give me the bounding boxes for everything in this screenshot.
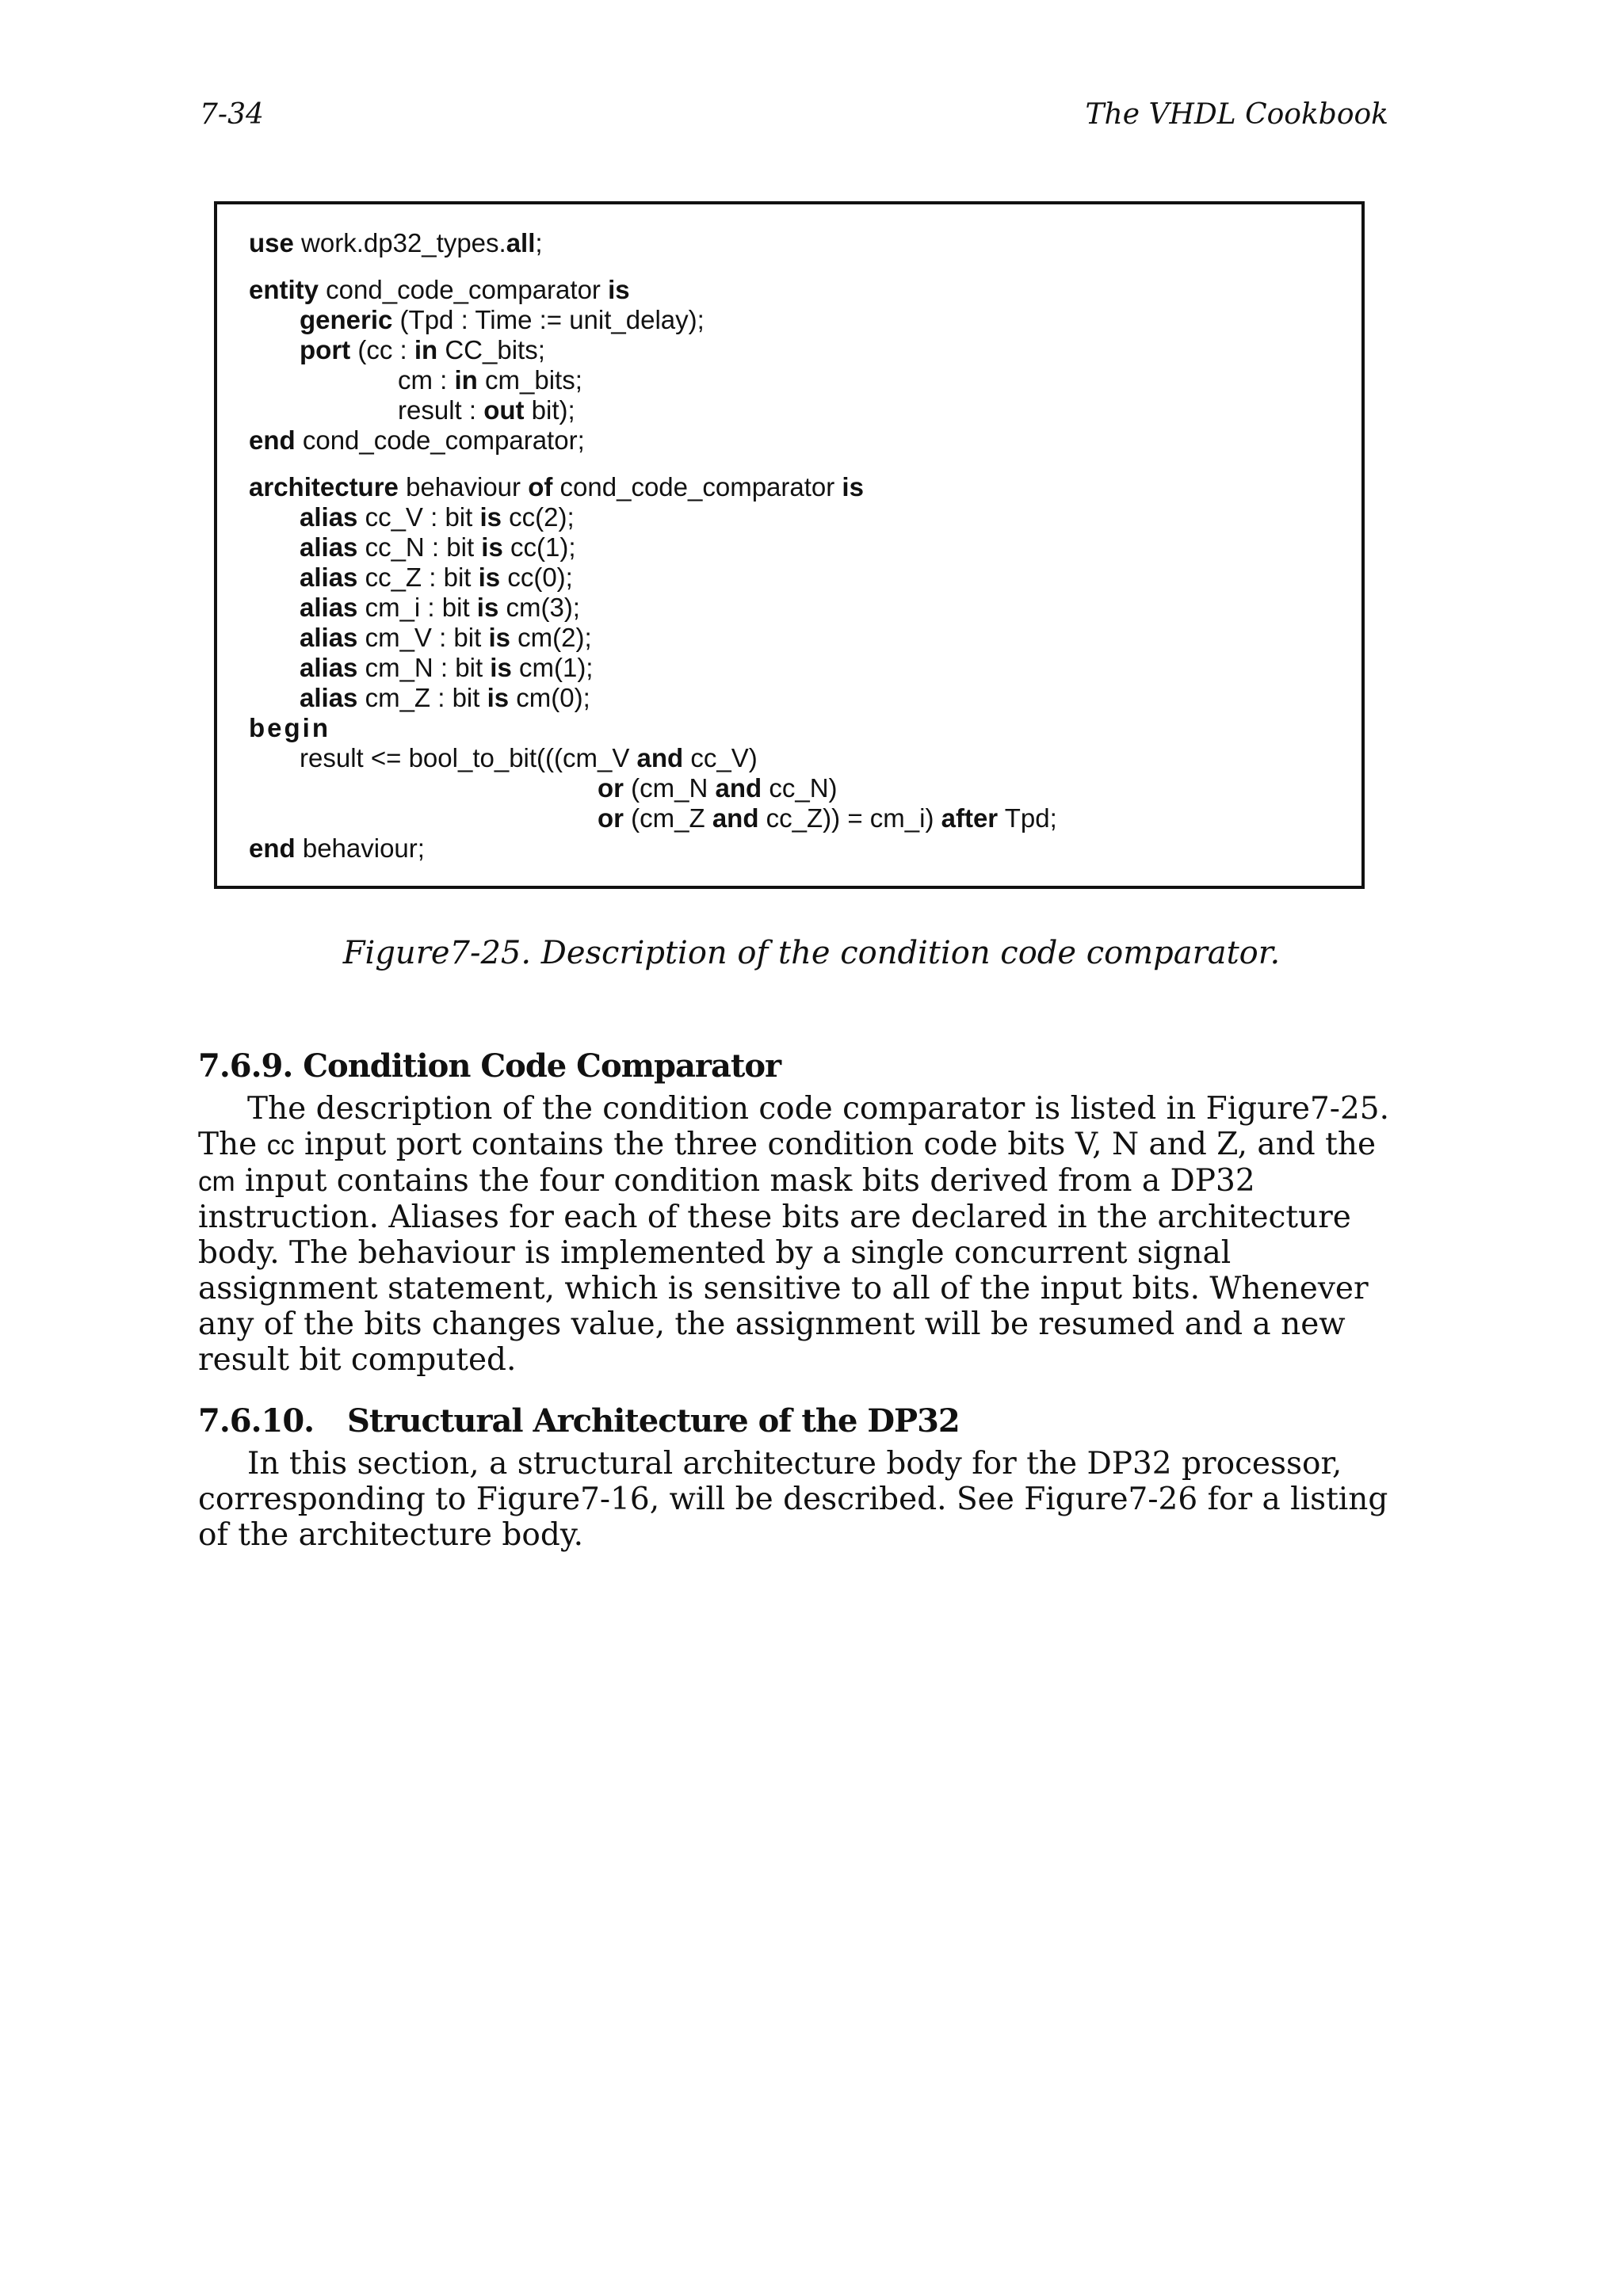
paragraph-line: any of the bits changes value, the assignment will be resumed and a new <box>198 1306 1346 1342</box>
keyword: and <box>636 743 684 772</box>
code-line <box>249 743 1361 773</box>
keyword: or <box>598 803 624 833</box>
keyword: is <box>481 532 503 562</box>
code-text: cc_N : bit <box>357 532 482 562</box>
keyword: is <box>842 472 864 502</box>
code-text: cond_code_comparator <box>319 275 609 304</box>
code-line <box>249 502 1361 532</box>
inline-code: cm <box>198 1166 235 1197</box>
keyword: alias <box>300 502 358 532</box>
keyword: is <box>490 653 512 682</box>
section-title: Structural Architecture of the DP32 <box>347 1402 960 1440</box>
code-listing-box <box>214 201 1365 889</box>
code-text: cm_Z : bit <box>357 683 487 712</box>
section-heading <box>198 1402 1403 1440</box>
code-text: (cm_Z <box>624 803 712 833</box>
code-line <box>249 275 1361 305</box>
code-text: cm(1); <box>511 653 594 682</box>
code-line <box>249 228 1361 258</box>
paragraph-line: instruction. Aliases for each of these bits are declared in the architecture <box>198 1199 1351 1235</box>
figure-caption: Figure7-25. Description of the condition code comparator. <box>342 935 1281 971</box>
paragraph-line: result bit computed. <box>198 1342 517 1378</box>
keyword: end <box>249 833 296 863</box>
code-text: work.dp32_types. <box>293 228 506 257</box>
code-text: cm(2); <box>510 623 592 652</box>
code-text: cc_V) <box>683 743 758 772</box>
section-heading: 7.6.9. Condition Code Comparator <box>198 1047 781 1085</box>
code-line <box>249 683 1361 713</box>
code-text: (cc : <box>350 335 414 364</box>
code-line <box>249 653 1361 683</box>
paragraph-line: corresponding to Figure7-16, will be described. See Figure7-26 for a listing <box>198 1482 1388 1517</box>
code-text: bit); <box>524 395 575 425</box>
keyword: entity <box>249 275 319 304</box>
code-text: cc(0); <box>500 563 573 592</box>
keyword: of <box>528 472 553 502</box>
code-text: cm(3); <box>498 593 580 622</box>
code-line <box>249 335 1361 365</box>
page-number: 7-34 <box>200 98 264 131</box>
code-text: cond_code_comparator; <box>295 425 585 455</box>
keyword: in <box>454 365 478 395</box>
keyword: alias <box>300 623 358 652</box>
code-text: CC_bits; <box>437 335 545 364</box>
code-text: cc(1); <box>502 532 576 562</box>
section-structural-architecture <box>198 1402 1403 1553</box>
keyword: alias <box>300 593 358 622</box>
section-number: 7.6.10. <box>198 1402 315 1440</box>
code-line <box>249 365 1361 395</box>
paragraph-line: The <box>198 1127 267 1162</box>
code-text: behaviour; <box>295 833 425 863</box>
keyword: or <box>598 773 624 803</box>
code-text: result <= bool_to_bit(((cm_V <box>300 743 637 772</box>
code-line <box>249 623 1361 653</box>
code-text: cm : <box>398 365 455 395</box>
keyword: port <box>300 335 351 364</box>
code-text: cc(2); <box>502 502 575 532</box>
code-text: cm(0); <box>509 683 590 712</box>
code-line <box>249 833 1361 864</box>
code-text: cm_i : bit <box>357 593 477 622</box>
code-line <box>249 773 1361 803</box>
keyword: is <box>479 502 502 532</box>
keyword: is <box>478 563 501 592</box>
paragraph-line: The description of the condition code comparator is listed in Figure7-25. <box>247 1091 1390 1127</box>
code-line <box>249 395 1361 425</box>
code-line <box>249 425 1361 456</box>
code-line <box>249 593 1361 623</box>
code-listing <box>249 228 1361 864</box>
keyword: all <box>506 228 536 257</box>
keyword: after <box>941 803 999 833</box>
paragraph-line: of the architecture body. <box>198 1517 584 1553</box>
inline-code: cc <box>266 1130 295 1161</box>
code-line <box>249 713 1361 743</box>
paragraph-line: input port contains the three condition code bits V, N and Z, and the <box>294 1127 1377 1162</box>
section-paragraph <box>198 1091 1403 1378</box>
code-text: Tpd; <box>998 803 1057 833</box>
code-text: cc_N) <box>762 773 838 803</box>
keyword: and <box>712 803 759 833</box>
code-text: cc_Z : bit <box>357 563 479 592</box>
keyword: and <box>715 773 762 803</box>
code-text: (Tpd : Time := unit_delay); <box>392 305 705 334</box>
code-text: cm_bits; <box>477 365 582 395</box>
keyword: begin <box>249 713 330 742</box>
keyword: out <box>483 395 525 425</box>
paragraph-line: In this section, a structural architecture body for the DP32 processor, <box>247 1446 1342 1482</box>
keyword: alias <box>300 532 358 562</box>
code-text: cm_V : bit <box>357 623 489 652</box>
keyword: is <box>608 275 630 304</box>
paragraph-line: input contains the four condition mask bits derived from a DP32 <box>235 1163 1255 1199</box>
section-condition-code-comparator <box>198 1047 1403 1378</box>
running-header-title: The VHDL Cookbook <box>1085 98 1388 131</box>
keyword: is <box>488 623 510 652</box>
code-text: cc_V : bit <box>357 502 480 532</box>
paragraph-line: assignment statement, which is sensitive to all of the input bits. Whenever <box>198 1271 1369 1306</box>
code-line <box>249 563 1361 593</box>
code-text: cond_code_comparator <box>552 472 842 502</box>
keyword: is <box>487 683 510 712</box>
keyword: in <box>414 335 438 364</box>
keyword: alias <box>300 653 358 682</box>
code-line <box>249 532 1361 563</box>
code-line <box>249 803 1361 833</box>
keyword: generic <box>300 305 393 334</box>
keyword: alias <box>300 563 358 592</box>
code-text: result : <box>398 395 484 425</box>
keyword: use <box>249 228 294 257</box>
keyword: end <box>249 425 296 455</box>
code-text: cc_Z)) = cm_i) <box>758 803 941 833</box>
section-paragraph <box>198 1446 1403 1553</box>
code-text: (cm_N <box>624 773 716 803</box>
code-line <box>249 472 1361 502</box>
keyword: alias <box>300 683 358 712</box>
code-text: ; <box>535 228 543 257</box>
paragraph-line: body. The behaviour is implemented by a single concurrent signal <box>198 1235 1232 1271</box>
keyword: architecture <box>249 472 399 502</box>
code-text: cm_N : bit <box>357 653 491 682</box>
code-line <box>249 305 1361 335</box>
keyword: is <box>476 593 499 622</box>
code-text: behaviour <box>398 472 529 502</box>
